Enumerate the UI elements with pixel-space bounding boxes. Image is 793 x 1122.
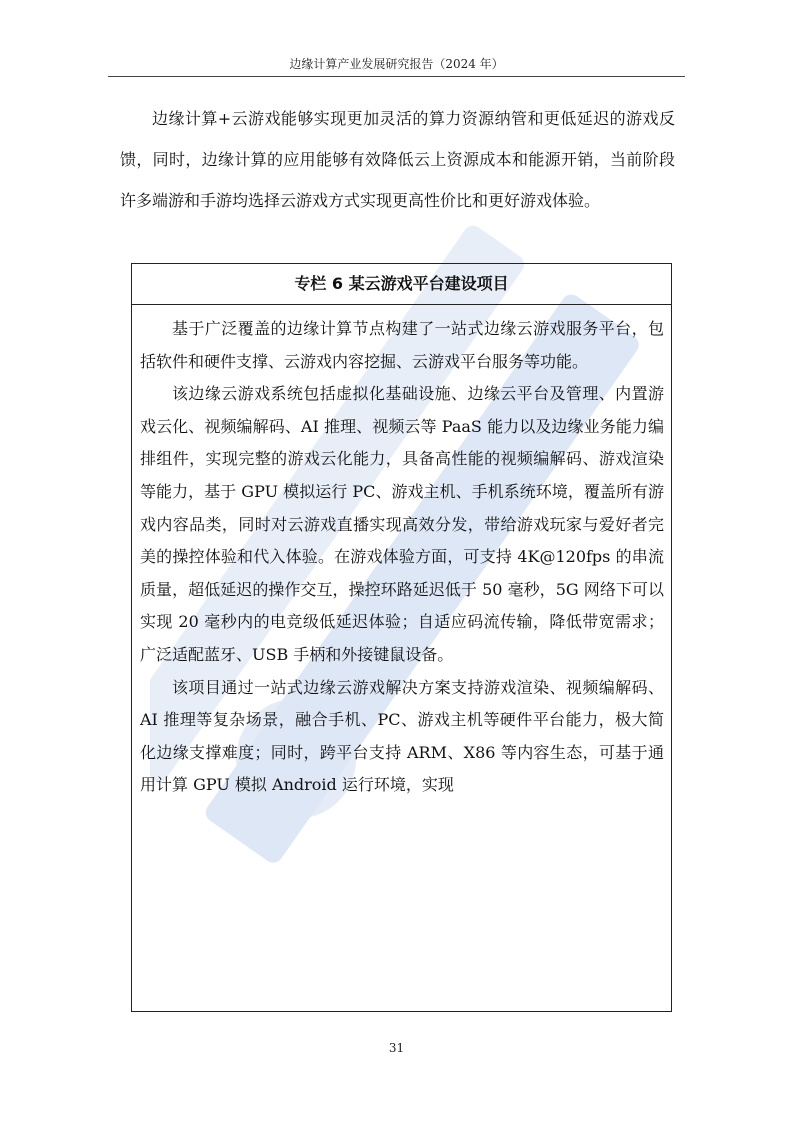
header-rule	[108, 76, 685, 77]
box-paragraph-3: 该项目通过一站式边缘云游戏解决方案支持游戏渲染、视频编解码、AI 推理等复杂场景，融合手机、PC、游戏主机等硬件平台能力，极大简化边缘支撑难度；同时，跨平台支持 ARM、X86 等内容生态，可基于通用计算 GPU 模拟 Android 运行环境，实现	[140, 677, 664, 795]
box-paragraph-2: 该边缘云游戏系统包括虚拟化基础设施、边缘云平台及管理、内置游戏云化、视频编解码、AI 推理、视频云等 PaaS 能力以及边缘业务能力编排组件，实现完整的游戏云化能力，具备高性能的视频编解码、游戏渲染等能力，基于 GPU 模拟运行 PC、游戏主机、手机系统环境，覆盖所有游戏内容品类，同时对云游戏直播实现高效分发，带给游戏玩家与爱好者完美的操控体验和代入体验。在游戏体验方面，可支持 4K@120fps 的串流质量，超低延迟的操作交互，操控环路延迟低于 50 毫秒，5G 网络下可以实现 20 毫秒内的电竞级低延迟体验；自适应码流传输，降低带宽需求；广泛适配蓝牙、USB 手柄和外接键鼠设备。	[140, 384, 664, 664]
sidebar-box	[131, 263, 672, 1012]
page-number: 31	[388, 1041, 405, 1055]
running-header: 边缘计算产业发展研究报告（2024 年）	[289, 57, 504, 71]
box-paragraph-1: 基于广泛覆盖的边缘计算节点构建了一站式边缘云游戏服务平台，包括软件和硬件支撑、云游戏内容挖掘、云游戏平台服务等功能。	[140, 319, 664, 371]
sidebar-box-body	[132, 305, 671, 802]
intro-paragraph: 边缘计算+云游戏能够实现更加灵活的算力资源纳管和更低延迟的游戏反馈，同时，边缘计算的应用能够有效降低云上资源成本和能源开销，当前阶段许多端游和手游均选择云游戏方式实现更高性价比和更好游戏体验。	[120, 109, 675, 210]
sidebar-box-title: 专栏 6 某云游戏平台建设项目	[132, 264, 671, 305]
